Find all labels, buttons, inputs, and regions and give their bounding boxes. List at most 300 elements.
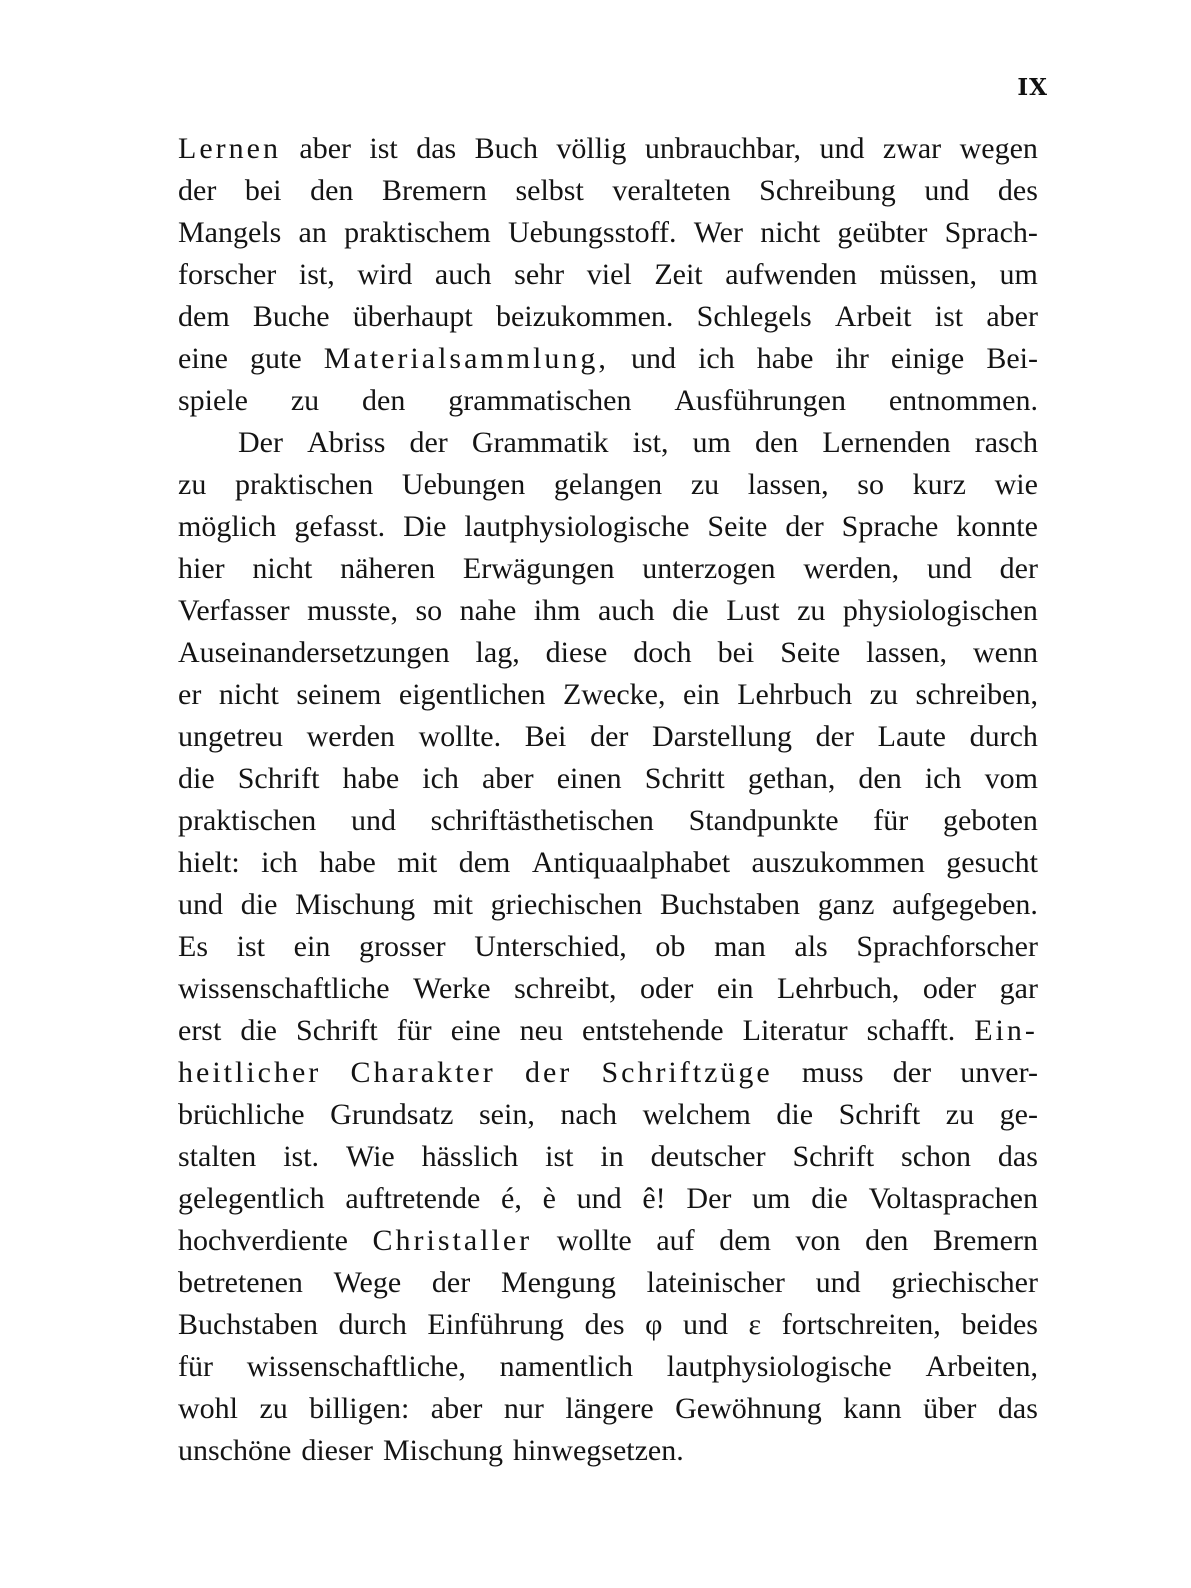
text-line — [178, 1052, 1038, 1094]
word: den — [754, 426, 799, 459]
word: der — [892, 1056, 932, 1089]
word: und — [576, 1182, 622, 1215]
word: unterzogen — [642, 552, 776, 585]
word: zu — [178, 468, 207, 501]
word: ob — [655, 930, 686, 963]
word: heitlicher — [178, 1056, 322, 1089]
word: wird — [357, 258, 413, 291]
word: wollte — [556, 1224, 632, 1257]
word: Schrift — [838, 1098, 921, 1131]
word: hinwegsetzen. — [512, 1434, 684, 1467]
word: Schritt — [644, 762, 725, 795]
word: das — [997, 1392, 1038, 1425]
word: Bei — [524, 720, 567, 753]
word: φ — [645, 1308, 663, 1341]
word: um — [692, 426, 731, 459]
word: werden, — [803, 552, 900, 585]
word: die — [811, 1182, 848, 1215]
word: ich — [698, 342, 735, 375]
word: nicht — [760, 216, 821, 249]
word: é, — [501, 1182, 522, 1215]
word: aber — [430, 1392, 483, 1425]
word: die — [240, 1014, 277, 1047]
word: seinem — [296, 678, 382, 711]
word: um — [752, 1182, 791, 1215]
word: der — [524, 1056, 573, 1089]
word: näheren — [340, 552, 436, 585]
word: Die — [403, 510, 447, 543]
word: Auseinandersetzungen — [178, 636, 450, 669]
text-line — [178, 1304, 1038, 1346]
word: aufwenden — [725, 258, 857, 291]
word: der — [431, 1266, 471, 1299]
word: selbst — [515, 174, 584, 207]
word: gute — [250, 342, 302, 375]
word: wollte. — [418, 720, 502, 753]
word: für — [178, 1350, 213, 1383]
word: Seite — [780, 636, 841, 669]
word: durch — [338, 1308, 407, 1341]
text-line — [178, 254, 1038, 296]
word: nicht — [218, 678, 279, 711]
word: und — [819, 132, 865, 165]
word: brüchliche — [178, 1098, 305, 1131]
word: praktischen — [178, 804, 317, 837]
word: aufgegeben. — [892, 888, 1038, 921]
word: müssen, — [879, 258, 977, 291]
word: ich — [924, 762, 962, 795]
word: Mengung — [500, 1266, 616, 1299]
word: Materialsammlung, — [323, 342, 609, 375]
word: physiologischen — [842, 594, 1038, 627]
text-line — [178, 338, 1038, 380]
word: eine — [450, 1014, 501, 1047]
word: und — [926, 552, 972, 585]
word: hier — [178, 552, 225, 585]
word: Uebungen — [401, 468, 526, 501]
word: Der — [238, 426, 283, 459]
word: Lehrbuch — [737, 678, 853, 711]
body-text — [178, 128, 1038, 1472]
word: ist. — [283, 1140, 320, 1173]
word: Schrift — [237, 762, 320, 795]
word: gethan, — [747, 762, 836, 795]
word: dem — [178, 300, 230, 333]
text-line — [178, 1346, 1038, 1388]
page-number: IX — [1017, 74, 1048, 101]
word: griechischen — [490, 888, 643, 921]
text-line — [178, 1220, 1038, 1262]
word: auf — [656, 1224, 695, 1257]
word: entstehende — [582, 1014, 724, 1047]
word: der — [999, 552, 1038, 585]
word: und — [350, 804, 396, 837]
word: aber — [299, 132, 351, 165]
word: diese — [545, 636, 608, 669]
text-line — [178, 1010, 1038, 1052]
word: ê! — [642, 1182, 666, 1215]
word: aber — [986, 300, 1038, 333]
word: Zwecke, — [563, 678, 666, 711]
text-line — [178, 128, 1038, 170]
word: gelangen — [553, 468, 663, 501]
word: Abriss — [307, 426, 386, 459]
word: wegen — [959, 132, 1038, 165]
word: ε — [748, 1308, 762, 1341]
word: gefasst. — [294, 510, 386, 543]
word: gar — [999, 972, 1038, 1005]
word: ge- — [999, 1098, 1038, 1131]
word: hässlich — [421, 1140, 519, 1173]
word: zu — [797, 594, 826, 627]
word: das — [997, 1140, 1038, 1173]
word: beides — [961, 1308, 1038, 1341]
word: doch — [633, 636, 692, 669]
word: den — [865, 1224, 909, 1257]
text-line — [178, 464, 1038, 506]
text-line — [178, 590, 1038, 632]
word: werden — [306, 720, 395, 753]
word: der — [815, 720, 854, 753]
word: Grammatik — [471, 426, 609, 459]
word: ich — [261, 846, 298, 879]
word: oder — [640, 972, 694, 1005]
text-line — [178, 212, 1038, 254]
word: ganz — [817, 888, 875, 921]
word: ein — [716, 972, 754, 1005]
word: zwar — [882, 132, 942, 165]
text-line — [178, 548, 1038, 590]
word: fortschreiten, — [781, 1308, 941, 1341]
word: nahe — [459, 594, 517, 627]
word: unschöne — [178, 1434, 292, 1467]
word: geboten — [942, 804, 1038, 837]
word: Bei- — [986, 342, 1038, 375]
word: griechischer — [891, 1266, 1038, 1299]
word: an — [298, 216, 327, 249]
word: Werke — [413, 972, 491, 1005]
word: lautphysiologische — [666, 1350, 892, 1383]
word: völlig — [556, 132, 627, 165]
word: Charakter — [350, 1056, 496, 1089]
word: Wege — [333, 1266, 402, 1299]
word: Wer — [693, 216, 743, 249]
word: Lust — [726, 594, 780, 627]
word: muss — [801, 1056, 864, 1089]
word: Seite — [707, 510, 768, 543]
word: wie — [994, 468, 1038, 501]
word: ein — [293, 930, 331, 963]
text-line — [178, 716, 1038, 758]
word: grosser — [358, 930, 446, 963]
text-line — [178, 1136, 1038, 1178]
word: einen — [556, 762, 622, 795]
word: Buchstaben — [178, 1308, 318, 1341]
text-line — [178, 1262, 1038, 1304]
word: Schlegels — [696, 300, 812, 333]
word: den — [362, 384, 406, 417]
word: lautphysiologische — [464, 510, 690, 543]
word: ihm — [533, 594, 581, 627]
word: habe — [319, 846, 376, 879]
text-line — [178, 632, 1038, 674]
word: praktischen — [234, 468, 374, 501]
word: in — [600, 1140, 624, 1173]
word: auch — [434, 258, 492, 291]
word: dem — [458, 846, 511, 879]
word: neu — [519, 1014, 563, 1047]
word: Uebungsstoff. — [507, 216, 677, 249]
text-line — [178, 1094, 1038, 1136]
word: namentlich — [499, 1350, 633, 1383]
word: erst — [178, 1014, 222, 1047]
word: ist — [934, 300, 964, 333]
word: auch — [597, 594, 655, 627]
word: eine — [178, 342, 228, 375]
text-line — [178, 884, 1038, 926]
word: Antiquaalphabet — [531, 846, 731, 879]
word: der — [409, 426, 448, 459]
word: bei — [717, 636, 755, 669]
word: zu — [945, 1098, 975, 1131]
word: unbrauchbar, — [644, 132, 802, 165]
text-line — [178, 170, 1038, 212]
word: ungetreu — [178, 720, 283, 753]
word: für — [873, 804, 909, 837]
word: Voltasprachen — [868, 1182, 1038, 1215]
word: und — [178, 888, 223, 921]
word: und — [630, 342, 676, 375]
word: das — [416, 132, 457, 165]
word: Arbeiten, — [925, 1350, 1038, 1383]
word: auszukommen — [751, 846, 925, 879]
word: als — [794, 930, 828, 963]
word: für — [396, 1014, 432, 1047]
word: Arbeit — [834, 300, 912, 333]
word: schon — [901, 1140, 972, 1173]
word: Unterschied, — [474, 930, 627, 963]
word: über — [923, 1392, 977, 1425]
word: Darstellung — [652, 720, 792, 753]
word: è — [542, 1182, 556, 1215]
word: lassen, — [747, 468, 829, 501]
word: Wie — [345, 1140, 395, 1173]
word: Sprachforscher — [856, 930, 1038, 963]
word: auftretende — [345, 1182, 481, 1215]
word: welchem — [642, 1098, 751, 1131]
word: und — [924, 174, 970, 207]
word: überhaupt — [352, 300, 473, 333]
word: von — [795, 1224, 841, 1257]
word: Bremern — [381, 174, 487, 207]
word: oder — [922, 972, 977, 1005]
word: Verfasser — [178, 594, 290, 627]
text-line — [178, 968, 1038, 1010]
word: Lernenden — [822, 426, 951, 459]
word: des — [584, 1308, 625, 1341]
word: aber — [481, 762, 534, 795]
word: so — [857, 468, 884, 501]
word: schafft. — [866, 1014, 956, 1047]
word: eigentlichen — [398, 678, 546, 711]
word: Es — [178, 930, 208, 963]
word: musste, — [307, 594, 398, 627]
text-line — [178, 422, 1038, 464]
text-line — [178, 842, 1038, 884]
word: und — [682, 1308, 728, 1341]
word: forscher — [178, 258, 277, 291]
word: zu — [869, 678, 898, 711]
word: sehr — [514, 258, 565, 291]
word: ist — [236, 930, 266, 963]
text-line — [178, 800, 1038, 842]
word: der — [785, 510, 824, 543]
word: Gewöhnung — [675, 1392, 822, 1425]
word: hielt: — [178, 846, 240, 879]
word: Buch — [474, 132, 538, 165]
word: längere — [565, 1392, 654, 1425]
word: entnommen. — [888, 384, 1038, 417]
word: die — [776, 1098, 814, 1131]
word: grammatischen — [448, 384, 632, 417]
word: wohl — [178, 1392, 238, 1425]
word: lateinischer — [646, 1266, 785, 1299]
word: unver- — [960, 1056, 1038, 1089]
word: gesucht — [946, 846, 1038, 879]
word: Der — [686, 1182, 732, 1215]
word: Einführung — [427, 1308, 565, 1341]
word: schreiben, — [915, 678, 1038, 711]
word: Grundsatz — [330, 1098, 454, 1131]
text-line — [178, 296, 1038, 338]
word: die — [178, 762, 215, 795]
word: geübter — [837, 216, 928, 249]
word: ihr — [835, 342, 869, 375]
word: Ausführungen — [674, 384, 846, 417]
word: rasch — [974, 426, 1038, 459]
word: sein, — [479, 1098, 535, 1131]
word: Laute — [877, 720, 946, 753]
word: vom — [984, 762, 1038, 795]
word: praktischem — [344, 216, 491, 249]
text-line — [178, 506, 1038, 548]
text-line — [178, 674, 1038, 716]
word: Buche — [252, 300, 330, 333]
word: möglich — [178, 510, 277, 543]
word: einige — [890, 342, 965, 375]
word: Buchstaben — [660, 888, 800, 921]
text-line — [178, 1388, 1038, 1430]
word: Standpunkte — [688, 804, 839, 837]
word: wissenschaftliche, — [246, 1350, 466, 1383]
word: zu — [290, 384, 320, 417]
word: so — [415, 594, 443, 627]
word: nur — [503, 1392, 544, 1425]
word: Schriftzüge — [601, 1056, 773, 1089]
word: Schreibung — [759, 174, 896, 207]
word: schreibt, — [514, 972, 617, 1005]
word: wissenschaftliche — [178, 972, 390, 1005]
word: durch — [969, 720, 1038, 753]
word: Schrift — [792, 1140, 875, 1173]
word: Sprach- — [944, 216, 1038, 249]
word: der — [590, 720, 629, 753]
word: Schrift — [296, 1014, 378, 1047]
word: habe — [342, 762, 400, 795]
word: dieser — [301, 1434, 373, 1467]
word: beizukommen. — [495, 300, 674, 333]
word: ist, — [298, 258, 335, 291]
word: Christaller — [372, 1224, 533, 1257]
word: und — [815, 1266, 861, 1299]
word: den — [310, 174, 354, 207]
word: Lernen — [178, 132, 281, 165]
text-line — [178, 758, 1038, 800]
word: ich — [422, 762, 459, 795]
word: mit — [397, 846, 438, 879]
word: wenn — [972, 636, 1038, 669]
word: habe — [756, 342, 814, 375]
word: die — [672, 594, 709, 627]
word: man — [714, 930, 766, 963]
word: Mischung — [382, 1434, 503, 1467]
word: Mangels — [178, 216, 282, 249]
word: um — [999, 258, 1038, 291]
word: deutscher — [650, 1140, 766, 1173]
word: nach — [560, 1098, 618, 1131]
word: Ein- — [974, 1014, 1038, 1047]
text-line — [178, 380, 1038, 422]
word: Lehrbuch, — [776, 972, 900, 1005]
word: hochverdiente — [178, 1224, 348, 1257]
word: billigen: — [309, 1392, 410, 1425]
word: ist, — [632, 426, 669, 459]
word: die — [240, 888, 278, 921]
word: zu — [259, 1392, 288, 1425]
word: Literatur — [742, 1014, 848, 1047]
word: ein — [683, 678, 720, 711]
word: des — [997, 174, 1038, 207]
word: veralteten — [612, 174, 731, 207]
word: er — [178, 678, 202, 711]
text-line — [178, 1430, 1038, 1472]
word: Bremern — [933, 1224, 1038, 1257]
word: betretenen — [178, 1266, 303, 1299]
word: Erwägungen — [462, 552, 615, 585]
word: bei — [244, 174, 282, 207]
text-line — [178, 926, 1038, 968]
word: zu — [690, 468, 720, 501]
word: konnte — [956, 510, 1038, 543]
word: nicht — [252, 552, 313, 585]
word: lassen, — [866, 636, 947, 669]
word: ist — [545, 1140, 574, 1173]
word: schriftästhetischen — [430, 804, 654, 837]
word: mit — [432, 888, 473, 921]
word: Mischung — [295, 888, 416, 921]
word: lag, — [475, 636, 520, 669]
word: den — [858, 762, 902, 795]
word: gelegentlich — [178, 1182, 325, 1215]
word: dem — [719, 1224, 771, 1257]
word: Zeit — [654, 258, 703, 291]
text-line — [178, 1178, 1038, 1220]
word: der — [178, 174, 217, 207]
word: Sprache — [841, 510, 939, 543]
word: stalten — [178, 1140, 257, 1173]
word: kann — [843, 1392, 902, 1425]
word: ist — [369, 132, 398, 165]
